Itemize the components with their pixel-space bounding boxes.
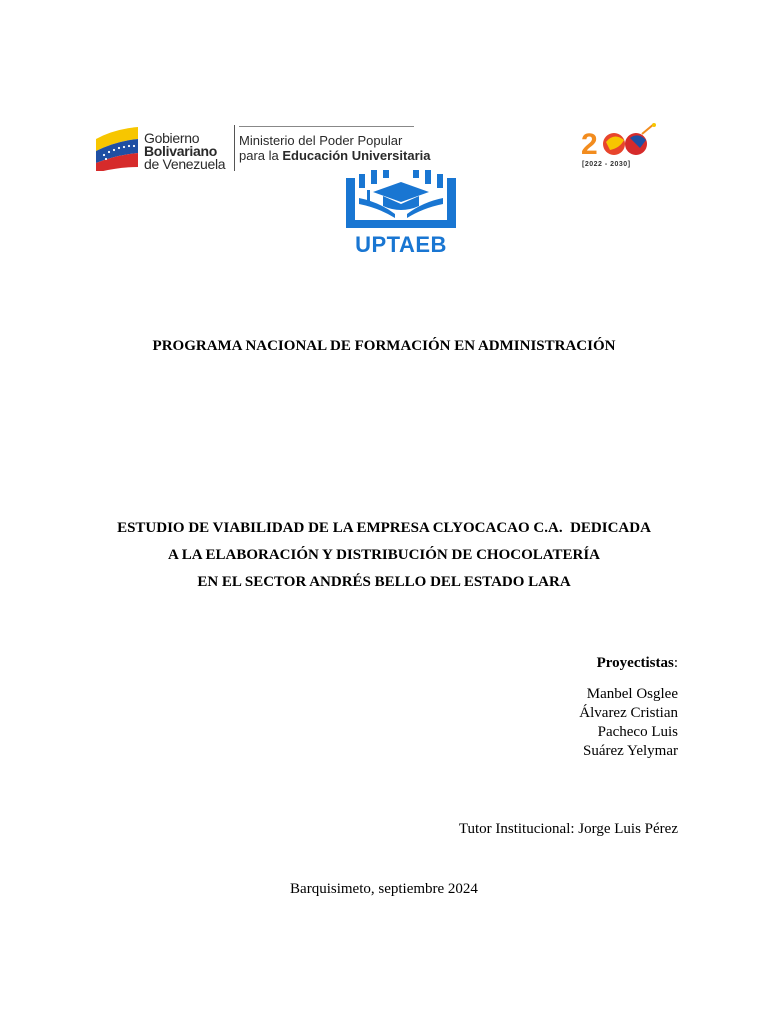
- title-line-3: EN EL SECTOR ANDRÉS BELLO DEL ESTADO LARA: [197, 574, 571, 590]
- title-line-2: A LA ELABORACIÓN Y DISTRIBUCIÓN DE CHOCOLATERÍA: [167, 547, 601, 563]
- svg-text:2: 2: [581, 128, 598, 161]
- bicentenario-years: [2022 - 2030]: [582, 161, 631, 168]
- projectists-label: Proyectistas: [596, 655, 674, 671]
- gov-line-2: Bolivariano: [144, 143, 217, 159]
- author-list: [579, 685, 678, 761]
- uptaeb-logo: [343, 168, 459, 260]
- author-name: Manbel Osglee: [586, 686, 678, 702]
- uptaeb-emblem-icon: [343, 168, 459, 232]
- government-name: [144, 132, 225, 171]
- author-name: Suárez Yelymar: [583, 743, 678, 759]
- program-heading: PROGRAMA NACIONAL DE FORMACIÓN EN ADMINISTRACIÓN: [152, 338, 616, 354]
- ministry-rule: [239, 126, 414, 127]
- document-title: [0, 515, 768, 596]
- ministry-line-1: Ministerio del Poder Popular: [239, 133, 403, 148]
- ministry-line-2: [239, 148, 431, 163]
- bicentenario-emblem-icon: [580, 122, 660, 162]
- venezuela-flag-icon: [94, 125, 140, 171]
- projectists-colon: :: [673, 655, 678, 671]
- bicentenario-logo: [580, 122, 660, 172]
- place-date: Barquisimeto, septiembre 2024: [290, 881, 478, 897]
- ministry-line-2-bold: Educación Universitaria: [282, 148, 431, 163]
- logo-divider: [234, 125, 235, 171]
- projectists-heading: [597, 655, 678, 672]
- tutor-line: Tutor Institucional: Jorge Luis Pérez: [458, 821, 678, 837]
- gov-line-3: de Venezuela: [144, 156, 226, 172]
- ministry-name: [239, 133, 431, 163]
- gov-line-1: Gobierno: [144, 130, 200, 146]
- government-logo: [94, 123, 439, 173]
- author-name: Álvarez Cristian: [579, 705, 678, 721]
- title-line-1: ESTUDIO DE VIABILIDAD DE LA EMPRESA CLYOCACAO C.A. DEDICADA: [117, 520, 651, 536]
- uptaeb-wordmark: UPTAEB: [355, 232, 447, 257]
- ministry-line-2-prefix: para la: [239, 148, 283, 163]
- author-name: Pacheco Luis: [597, 724, 678, 740]
